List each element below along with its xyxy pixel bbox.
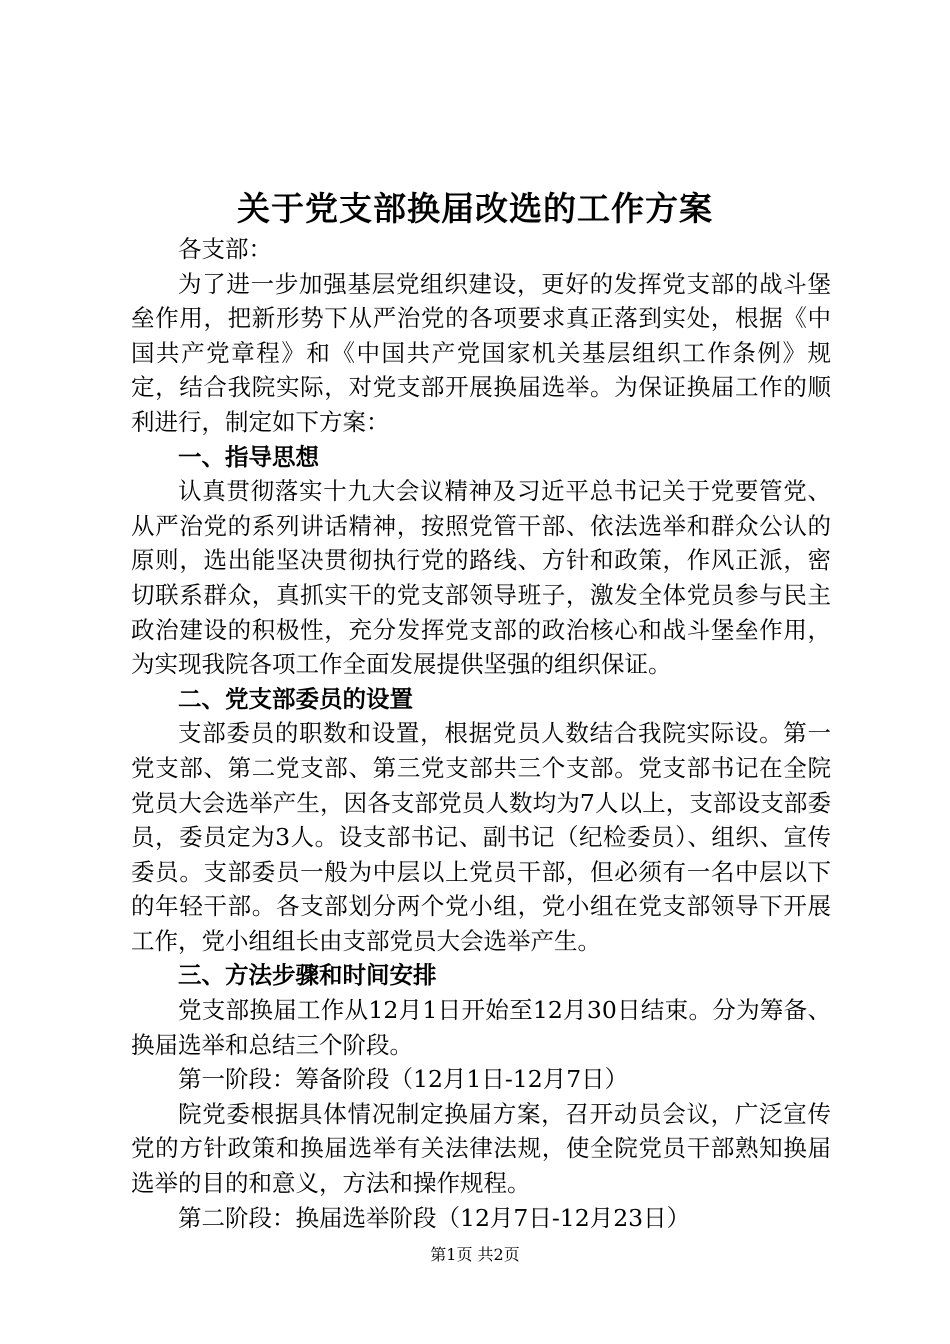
guiding-thought-paragraph: 认真贯彻落实十九大会议精神及习近平总书记关于党要管党、从严治党的系列讲话精神，按照党管干部、依法选举和群众公认的原则，选出能坚决贯彻执行党的路线、方针和政策，作风正派，密切联系群众，真抓实干的党支部领导班子，激发全体党员参与民主政治建设的积极性，充分发挥党支部的政治核心和战斗堡垒作用，为实现我院各项工作全面发展提供坚强的组织保证。: [131, 477, 831, 679]
salutation: 各支部：: [178, 235, 272, 263]
stage-one-title: 第一阶段：筹备阶段（12月1日-12月7日）: [178, 1065, 629, 1094]
page-number-footer: 第1页 共2页: [430, 1245, 520, 1264]
section-heading-committee-setup: 二、党支部委员的设置: [178, 684, 413, 713]
section-heading-steps-schedule: 三、方法步骤和时间安排: [178, 961, 437, 990]
stage-two-title: 第二阶段：换届选举阶段（12月7日-12月23日）: [178, 1203, 691, 1232]
committee-setup-paragraph: 支部委员的职数和设置，根据党员人数结合我院实际设。第一党支部、第二党支部、第三党支部共三个支部。党支部书记在全院党员大会选举产生，因各支部党员人数均为7人以上，支部设支部委员，委员定为3人。设支部书记、副书记（纪检委员）、组织、宣传委员。支部委员一般为中层以上党员干部，但必须有一名中层以下的年轻干部。各支部划分两个党小组，党小组在党支部领导下开展工作，党小组组长由支部党员大会选举产生。: [131, 719, 831, 955]
document-title: 关于党支部换届改选的工作方案: [237, 189, 713, 228]
schedule-overview-paragraph: 党支部换届工作从12月1日开始至12月30日结束。分为筹备、换届选举和总结三个阶段。: [131, 996, 831, 1059]
intro-paragraph: 为了进一步加强基层党组织建设，更好的发挥党支部的战斗堡垒作用，把新形势下从严治党的各项要求真正落到实处，根据《中国共产党章程》和《中国共产党国家机关基层组织工作条例》规定，结合我院实际，对党支部开展换届选举。为保证换届工作的顺利进行，制定如下方案：: [131, 269, 831, 436]
section-heading-guiding-thought: 一、指导思想: [178, 442, 319, 471]
stage-one-paragraph: 院党委根据具体情况制定换届方案，召开动员会议，广泛宣传党的方针政策和换届选举有关法律法规，使全院党员干部熟知换届选举的目的和意义，方法和操作规程。: [131, 1099, 831, 1198]
document-body: [131, 232, 831, 1235]
